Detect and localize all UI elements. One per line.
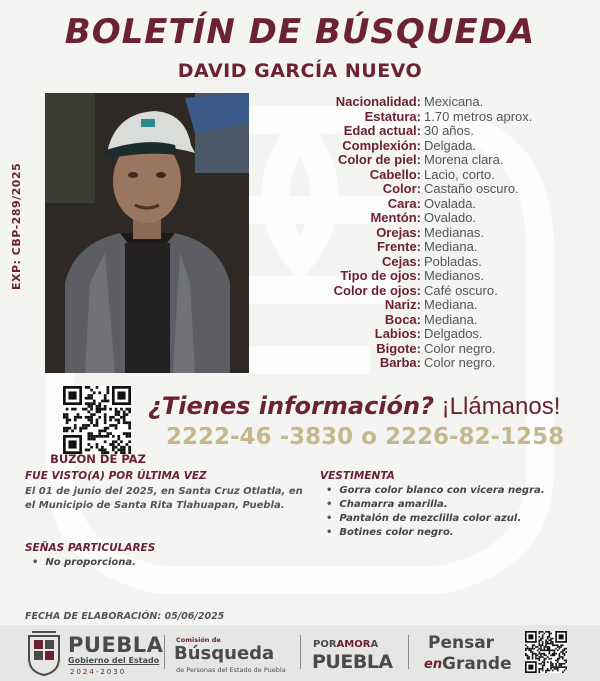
description-row (285, 240, 585, 255)
description-row (285, 269, 585, 284)
description-row (285, 327, 585, 342)
description-label: Estatura: (364, 108, 421, 124)
description-label: Boca: (384, 311, 421, 327)
years-text: 2024-2030 (70, 668, 127, 676)
description-label: Labios: (374, 326, 421, 341)
description-label: Orejas: (376, 224, 421, 240)
description-label: Color: (382, 181, 421, 196)
description-label: Color de piel: (337, 152, 421, 167)
description-label: Barba: (379, 355, 421, 370)
description-row (285, 110, 585, 125)
footer-logos (0, 625, 600, 681)
description-label: Cara: (387, 195, 421, 211)
missing-person-photo (45, 93, 249, 373)
puebla-crest-icon (26, 630, 62, 676)
mark-item: • No proporciona. (32, 556, 136, 570)
description-value: Ovalado. (424, 210, 477, 225)
description-value: Delgados. (424, 326, 483, 341)
gobierno-text: Gobierno del Estado (68, 656, 160, 665)
phone-numbers (166, 424, 586, 450)
qr-caption: BUZÓN DE PAZ (50, 452, 146, 466)
description-value: Mediana. (424, 311, 478, 327)
description-value: Lacio, corto. (424, 166, 495, 182)
description-row (285, 197, 585, 212)
description-value: Color negro. (424, 340, 496, 356)
person-name: DAVID GARCÍA NUEVO (177, 60, 423, 82)
pensar-text: Pensar (428, 633, 495, 653)
description-row (285, 139, 585, 154)
bulletin-title: BOLETÍN DE BÚSQUEDA (64, 12, 536, 52)
description-value: Mexicana. (424, 94, 484, 109)
en-text: en (424, 657, 443, 672)
description-list (285, 95, 585, 371)
description-row (285, 168, 585, 183)
marks-list (32, 556, 136, 570)
footer-divider (408, 635, 409, 669)
last-seen-text (25, 485, 315, 512)
por-amor-puebla-text: PUEBLA (312, 651, 393, 673)
description-value: Mediana. (424, 239, 478, 254)
description-label: Mentón: (370, 210, 421, 225)
buzon-de-paz-qr-code[interactable] (63, 386, 131, 454)
description-value: 1.70 metros aprox. (424, 108, 533, 124)
grande-text: Grande (442, 654, 512, 674)
description-row (285, 182, 585, 197)
description-label: Nariz: (384, 297, 421, 312)
description-row (285, 153, 585, 168)
description-row (285, 211, 585, 226)
description-label: Cabello: (369, 166, 421, 182)
person-photo-illustration (45, 93, 249, 373)
elaboration-date: FECHA DE ELABORACIÓN: 05/06/2025 (25, 611, 225, 622)
description-value: 30 años. (424, 123, 474, 138)
last-seen-line-1: El 01 de junio del 2025, en Santa Cruz Otlatla, en (25, 486, 303, 497)
description-label: Color de ojos: (333, 282, 421, 298)
description-row (285, 356, 585, 371)
description-value: Mediana. (424, 297, 478, 312)
description-row (285, 298, 585, 313)
description-label: Bigote: (376, 340, 421, 356)
description-row (285, 226, 585, 241)
comision-top-text: Comisión de (176, 636, 221, 644)
description-value: Medianos. (424, 268, 484, 283)
phone-number-2[interactable]: 2226-82-1258 (384, 424, 565, 450)
footer-divider (164, 635, 165, 669)
description-label: Cejas: (381, 253, 421, 269)
description-value: Castaño oscuro. (424, 181, 519, 196)
description-row (285, 313, 585, 328)
expediente-label: EXP: CBP-289/2025 (10, 162, 23, 290)
description-value: Color negro. (424, 355, 496, 370)
comision-busqueda-text: Búsqueda (174, 643, 275, 664)
description-row (285, 124, 585, 139)
description-label: Edad actual: (343, 123, 421, 138)
last-seen-heading: FUE VISTO(A) POR ÚLTIMA VEZ (25, 470, 207, 482)
clothing-item: • Gorra color blanco con vicera negra. (326, 484, 545, 498)
phone-number-1[interactable]: 2222-46 -3830 (166, 424, 354, 450)
description-value: Pobladas. (424, 253, 482, 269)
description-value: Delgada. (424, 137, 477, 153)
clothing-item: • Botines color negro. (326, 526, 545, 540)
contact-question (148, 392, 588, 421)
description-row (285, 255, 585, 270)
por-amor-a-text: PORAMORA (313, 639, 379, 650)
clothing-list (326, 484, 545, 540)
description-label: Complexión: (342, 137, 421, 153)
phone-separator: o (361, 424, 377, 450)
description-label: Tipo de ojos: (340, 268, 421, 283)
description-row (285, 284, 585, 299)
last-seen-line-2: el Municipio de Santa Rita Tlahuapan, Puebla. (25, 499, 285, 511)
description-value: Medianas. (424, 224, 484, 240)
description-row (285, 95, 585, 110)
footer-divider (300, 635, 301, 669)
description-label: Frente: (376, 239, 421, 254)
description-value: Café oscuro. (424, 282, 498, 298)
clothing-item: • Pantalón de mezclilla color azul. (326, 512, 545, 526)
description-label: Nacionalidad: (335, 94, 421, 109)
puebla-logo-text: PUEBLA (68, 633, 164, 657)
comision-bottom-text: de Personas del Estado de Puebla (176, 666, 286, 674)
clothing-item: • Chamarra amarilla. (326, 498, 545, 512)
description-row (285, 342, 585, 357)
description-value: Morena clara. (424, 152, 504, 167)
call-text: ¡Llámanos! (441, 393, 561, 420)
description-value: Ovalada. (424, 195, 477, 211)
marks-heading: SEÑAS PARTICULARES (25, 542, 156, 554)
clothing-heading: VESTIMENTA (320, 470, 395, 482)
question-text: ¿Tienes información? (148, 392, 435, 420)
footer-qr-code[interactable] (525, 631, 567, 673)
